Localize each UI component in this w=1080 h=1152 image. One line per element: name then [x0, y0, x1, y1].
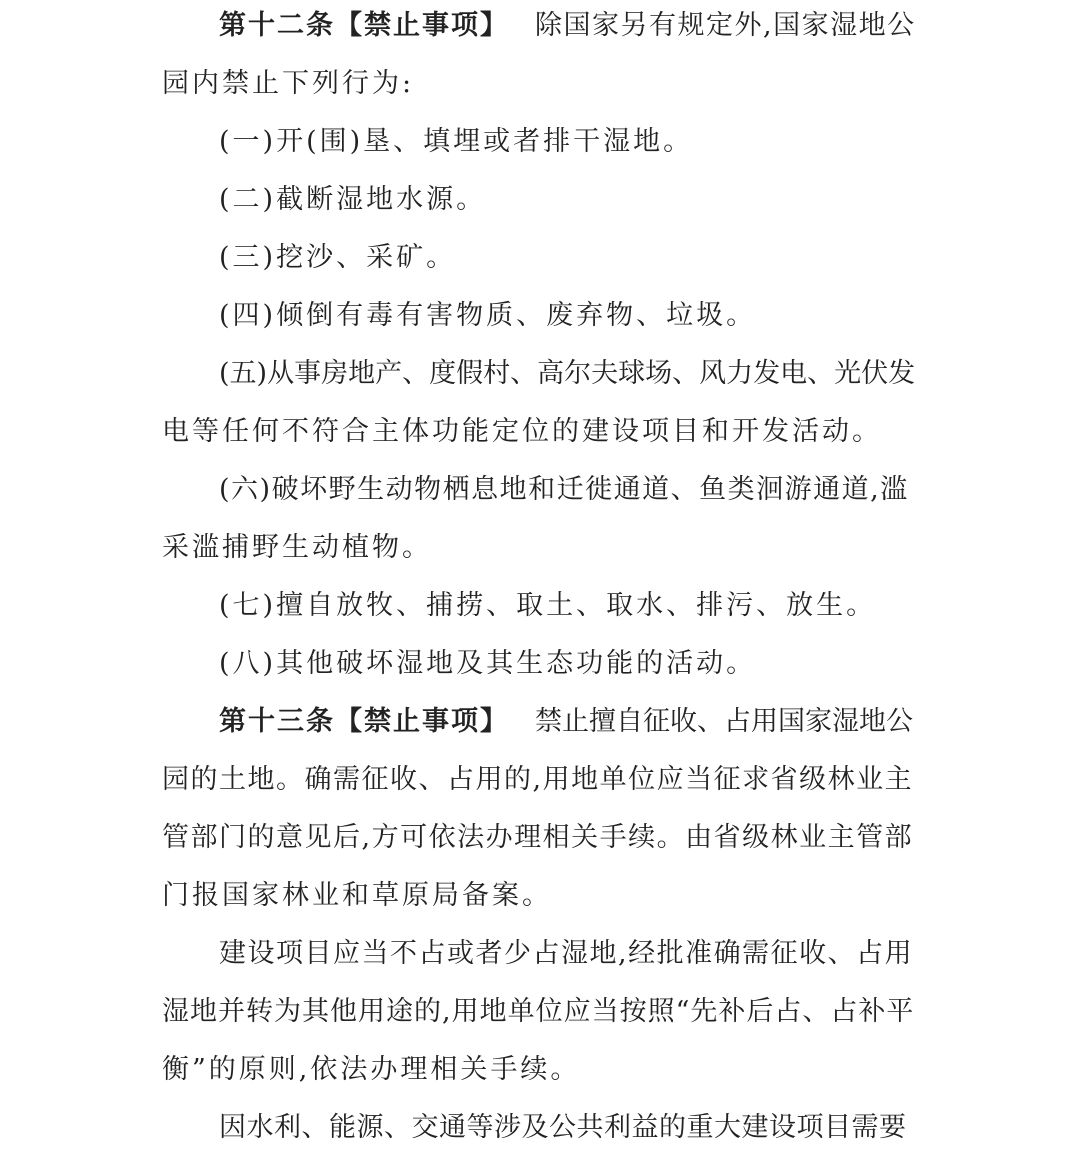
article-13-para2-line3: 衡”的原则,依法办理相关手续。	[162, 1054, 581, 1085]
article-12-first-line	[219, 6, 916, 46]
article-13-para1-line2: 园的土地。确需征收、占用的,用地单位应当征求省级林业主	[162, 764, 914, 795]
article-12-intro-cont: 园内禁止下列行为:	[162, 68, 415, 99]
article-12-item-7: (七)擅自放牧、捕捞、取土、取水、排污、放生。	[219, 590, 877, 621]
article-13-first-line	[219, 702, 913, 742]
article-13-para1-line4: 门报国家林业和草原局备案。	[162, 880, 552, 911]
article-12-item-5-cont: 电等任何不符合主体功能定位的建设项目和开发活动。	[162, 416, 882, 447]
article-13-para1-line3: 管部门的意见后,方可依法办理相关手续。由省级林业主管部	[162, 822, 914, 853]
article-12-heading: 第十二条【禁止事项】	[219, 10, 509, 41]
article-13-para1-start: 禁止擅自征收、占用国家湿地公	[535, 706, 913, 737]
article-12-item-6-cont: 采滥捕野生动植物。	[162, 532, 432, 563]
article-12-item-3: (三)挖沙、采矿。	[219, 242, 457, 273]
article-12-item-8: (八)其他破坏湿地及其生态功能的活动。	[219, 648, 757, 679]
article-13-para2-line1: 建设项目应当不占或者少占湿地,经批准确需征收、占用	[219, 938, 914, 969]
article-12-item-5: (五)从事房地产、度假村、高尔夫球场、风力发电、光伏发	[219, 358, 916, 389]
article-12-item-4: (四)倾倒有毒有害物质、废弃物、垃圾。	[219, 300, 757, 331]
article-13-para2-line2: 湿地并转为其他用途的,用地单位应当按照“先补后占、占补平	[162, 996, 915, 1027]
article-13-para3-line1: 因水利、能源、交通等涉及公共利益的重大建设项目需要	[219, 1112, 907, 1143]
article-12-item-1: (一)开(围)垦、填埋或者排干湿地。	[219, 126, 694, 157]
article-13-heading: 第十三条【禁止事项】	[219, 706, 509, 737]
article-12-item-2: (二)截断湿地水源。	[219, 184, 487, 215]
article-12-item-6: (六)破坏野生动物栖息地和迁徙通道、鱼类洄游通道,滥	[219, 474, 909, 505]
article-12-intro: 除国家另有规定外,国家湿地公	[535, 10, 916, 41]
